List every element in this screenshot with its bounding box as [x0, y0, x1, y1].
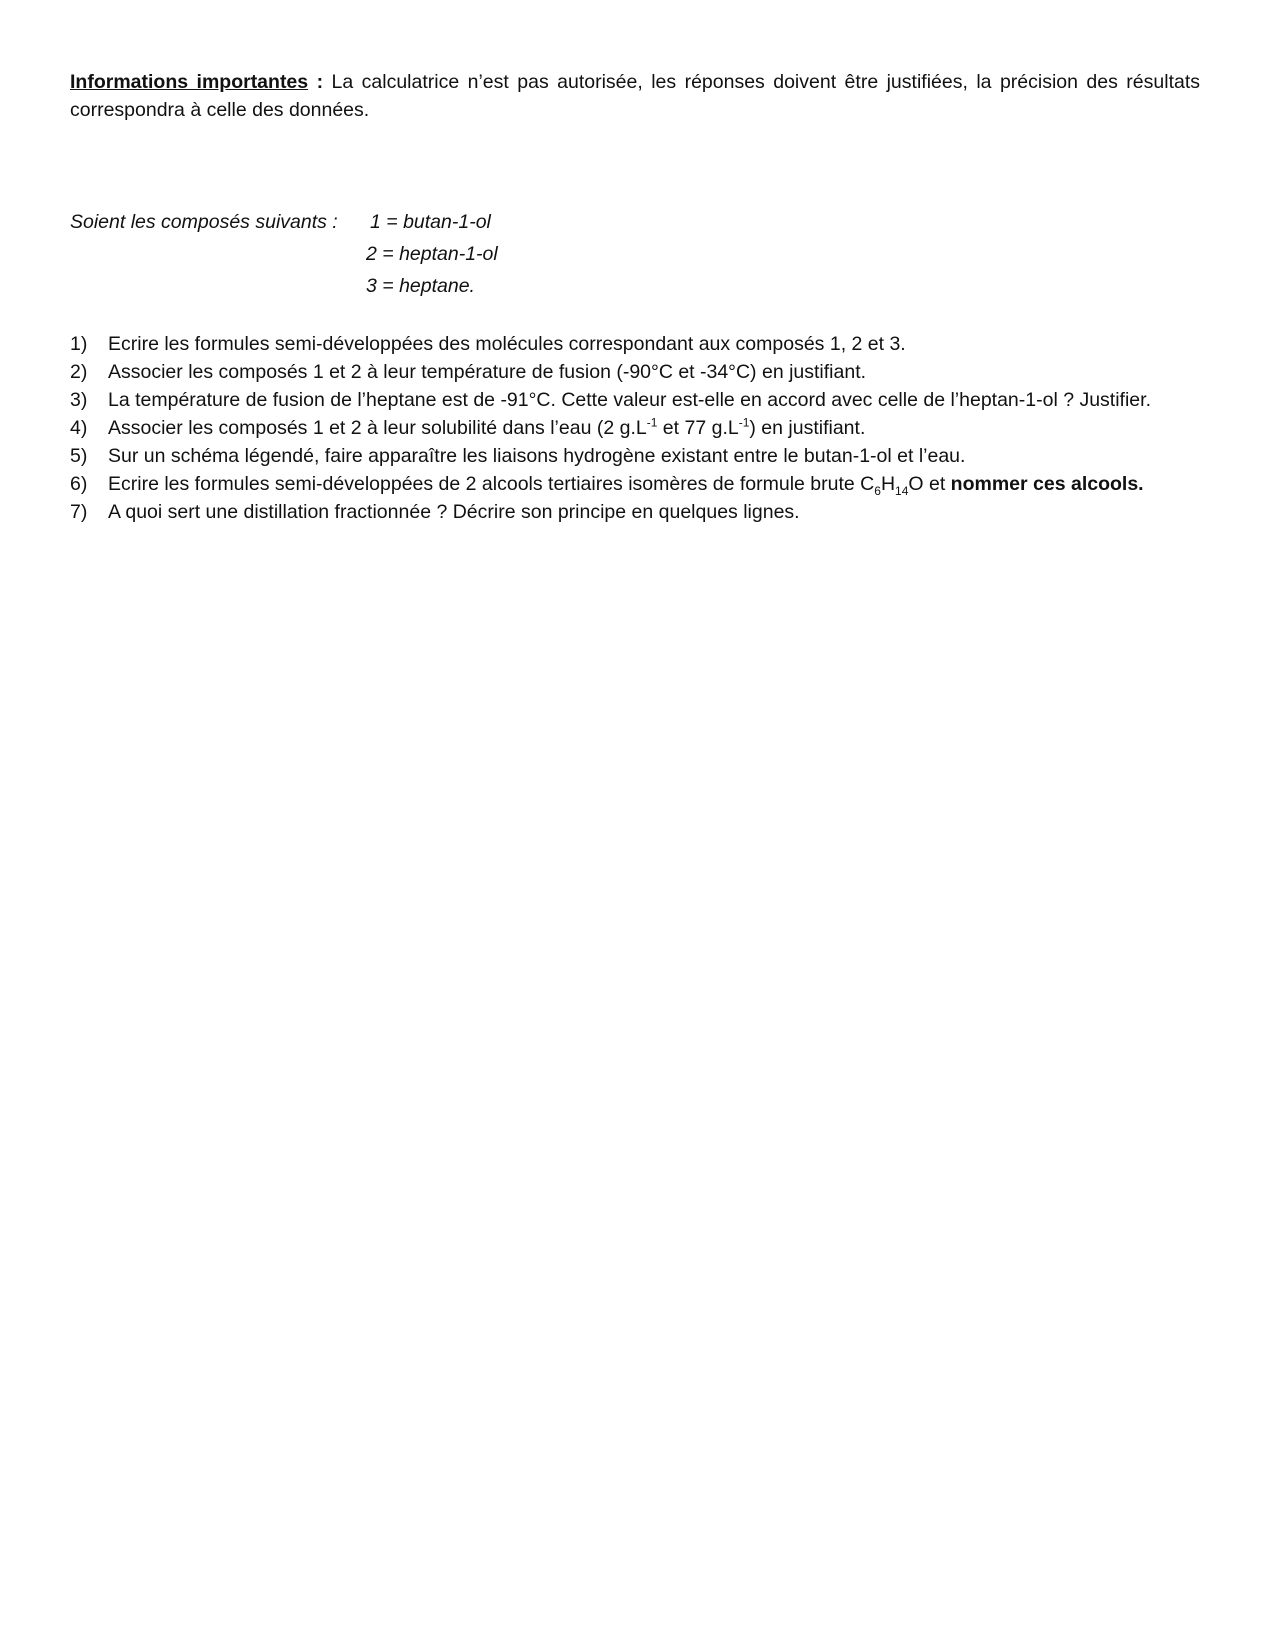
question-item — [70, 470, 1200, 498]
subscript: 14 — [895, 483, 909, 498]
subscript: 6 — [874, 483, 881, 498]
question-text: A quoi sert une distillation fractionnée ? Décrire son principe en quelques lignes. — [108, 501, 800, 523]
question-text: Ecrire les formules semi-développées des molécules correspondant aux composés 1, 2 et 3. — [108, 333, 906, 355]
question-text: Sur un schéma légendé, faire apparaître les liaisons hydrogène existant entre le butan-1-ol et l’eau. — [108, 445, 966, 467]
question-item — [70, 498, 1200, 526]
question-number: 6) — [70, 473, 88, 495]
superscript: -1 — [646, 415, 658, 430]
bold-instruction: nommer ces alcools. — [950, 473, 1144, 495]
question-item — [70, 358, 1200, 386]
question-number: 4) — [70, 417, 88, 439]
important-info-paragraph — [70, 68, 1200, 124]
document-page — [70, 68, 1200, 526]
compound-3: 3 = heptane. — [366, 275, 475, 297]
question-number: 5) — [70, 445, 88, 467]
question-item — [70, 330, 1200, 358]
superscript: -1 — [738, 415, 750, 430]
question-item — [70, 386, 1200, 414]
question-item — [70, 414, 1200, 442]
questions-list — [70, 330, 1200, 526]
question-number: 3) — [70, 389, 88, 411]
question-number: 2) — [70, 361, 88, 383]
compounds-lead: Soient les composés suivants : — [70, 211, 338, 233]
question-text: Associer les composés 1 et 2 à leur solubilité dans l’eau (2 $g.L^{-1}$ et 77 $g.L^{-1}$) en justifiant. — [108, 415, 866, 439]
question-number: 7) — [70, 501, 88, 523]
important-info-text: La calculatrice n’est pas autorisée, les réponses doivent être justifiées, la précision des résultats correspondra à celle des données. — [70, 71, 1200, 121]
question-item — [70, 442, 1200, 470]
question-text: Ecrire les formules semi-développées de 2 alcools tertiaires isomères de formule brute $C_6H_{14}O$ et nommer ces alcools. — [108, 473, 1144, 498]
question-text: Associer les composés 1 et 2 à leur température de fusion (-90°C et -34°C) en justifiant. — [108, 361, 867, 383]
question-text: La température de fusion de l’heptane est de -91°C. Cette valeur est-elle en accord avec celle de l’heptan-1-ol ? Justifier. — [108, 389, 1151, 411]
compound-1: 1 = butan-1-ol — [370, 211, 491, 233]
important-info-label: Informations importantes : — [70, 71, 324, 93]
question-number: 1) — [70, 333, 88, 355]
compound-2: 2 = heptan-1-ol — [366, 243, 498, 265]
compounds-list — [70, 206, 1200, 302]
